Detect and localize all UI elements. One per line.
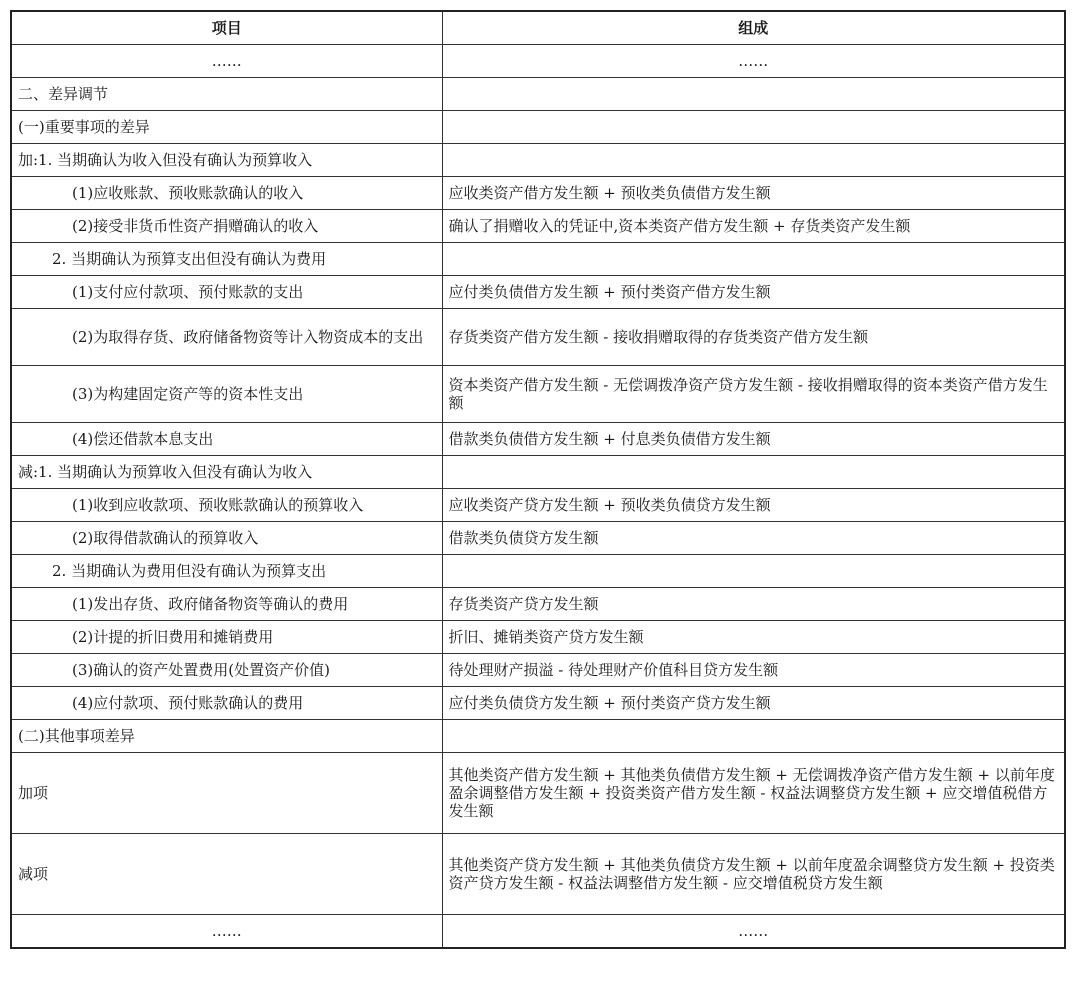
row-item: 加:1. 当期确认为收入但没有确认为预算收入	[11, 144, 442, 177]
row-composition: 存货类资产贷方发生额	[442, 588, 1065, 621]
row-item: (1)收到应收款项、预收账款确认的预算收入	[11, 489, 442, 522]
table-row	[11, 78, 1065, 111]
table-row	[11, 588, 1065, 621]
row-item: 加项	[11, 753, 442, 834]
row-item: 减项	[11, 834, 442, 915]
row-composition: 确认了捐赠收入的凭证中,资本类资产借方发生额 + 存货类资产发生额	[442, 210, 1065, 243]
row-item: (1)支付应付款项、预付账款的支出	[11, 276, 442, 309]
row-item: (2)接受非货币性资产捐赠确认的收入	[11, 210, 442, 243]
reconciliation-table	[10, 10, 1066, 949]
table-row	[11, 309, 1065, 366]
row-item: (1)应收账款、预收账款确认的收入	[11, 177, 442, 210]
row-item: (4)偿还借款本息支出	[11, 423, 442, 456]
table-row	[11, 366, 1065, 423]
table-row	[11, 687, 1065, 720]
row-item: 2. 当期确认为预算支出但没有确认为费用	[11, 243, 442, 276]
table-row	[11, 555, 1065, 588]
table-row	[11, 243, 1065, 276]
row-item: (一)重要事项的差异	[11, 111, 442, 144]
row-item: 2. 当期确认为费用但没有确认为预算支出	[11, 555, 442, 588]
row-composition: 借款类负债借方发生额 + 付息类负债借方发生额	[442, 423, 1065, 456]
row-item: (2)为取得存货、政府储备物资等计入物资成本的支出	[11, 309, 442, 366]
row-composition: 应收类资产贷方发生额 + 预收类负债贷方发生额	[442, 489, 1065, 522]
row-item: (二)其他事项差异	[11, 720, 442, 753]
row-item: (2)取得借款确认的预算收入	[11, 522, 442, 555]
row-composition	[442, 555, 1065, 588]
row-composition: 应付类负债借方发生额 + 预付类资产借方发生额	[442, 276, 1065, 309]
row-composition: 应付类负债贷方发生额 + 预付类资产贷方发生额	[442, 687, 1065, 720]
row-item: 二、差异调节	[11, 78, 442, 111]
table-row	[11, 720, 1065, 753]
table-row	[11, 423, 1065, 456]
row-composition: 折旧、摊销类资产贷方发生额	[442, 621, 1065, 654]
table-header-row	[11, 11, 1065, 45]
table-row	[11, 915, 1065, 949]
table-row	[11, 489, 1065, 522]
table-row	[11, 456, 1065, 489]
table-row	[11, 654, 1065, 687]
table-row	[11, 45, 1065, 78]
row-composition: 应收类资产借方发生额 + 预收类负债借方发生额	[442, 177, 1065, 210]
row-composition	[442, 456, 1065, 489]
row-item: (3)确认的资产处置费用(处置资产价值)	[11, 654, 442, 687]
row-composition: 资本类资产借方发生额 - 无偿调拨净资产贷方发生额 - 接收捐赠取得的资本类资产借方发生额	[442, 366, 1065, 423]
row-composition: 待处理财产损溢 - 待处理财产价值科目贷方发生额	[442, 654, 1065, 687]
row-item: 减:1. 当期确认为预算收入但没有确认为收入	[11, 456, 442, 489]
header-item: 项目	[11, 11, 442, 45]
table-row	[11, 177, 1065, 210]
row-composition	[442, 111, 1065, 144]
row-composition	[442, 144, 1065, 177]
header-composition: 组成	[442, 11, 1065, 45]
row-composition	[442, 78, 1065, 111]
row-item: (2)计提的折旧费用和摊销费用	[11, 621, 442, 654]
table-row	[11, 210, 1065, 243]
row-item: ……	[11, 915, 442, 949]
row-composition	[442, 243, 1065, 276]
table-row	[11, 111, 1065, 144]
row-item: (1)发出存货、政府储备物资等确认的费用	[11, 588, 442, 621]
table-row	[11, 753, 1065, 834]
row-item: (3)为构建固定资产等的资本性支出	[11, 366, 442, 423]
row-item: (4)应付款项、预付账款确认的费用	[11, 687, 442, 720]
row-composition: ……	[442, 45, 1065, 78]
table-row	[11, 522, 1065, 555]
row-composition: ……	[442, 915, 1065, 949]
row-composition: 其他类资产借方发生额 + 其他类负债借方发生额 + 无偿调拨净资产借方发生额 + 以前年度盈余调整借方发生额 + 投资类资产借方发生额 - 权益法调整贷方发生额 + 应交增值税借方发生额	[442, 753, 1065, 834]
table-row	[11, 621, 1065, 654]
table-row	[11, 276, 1065, 309]
row-composition	[442, 720, 1065, 753]
row-item: ……	[11, 45, 442, 78]
row-composition: 其他类资产贷方发生额 + 其他类负债贷方发生额 + 以前年度盈余调整贷方发生额 + 投资类资产贷方发生额 - 权益法调整借方发生额 - 应交增值税贷方发生额	[442, 834, 1065, 915]
table-row	[11, 834, 1065, 915]
row-composition: 存货类资产借方发生额 - 接收捐赠取得的存货类资产借方发生额	[442, 309, 1065, 366]
table-row	[11, 144, 1065, 177]
row-composition: 借款类负债贷方发生额	[442, 522, 1065, 555]
